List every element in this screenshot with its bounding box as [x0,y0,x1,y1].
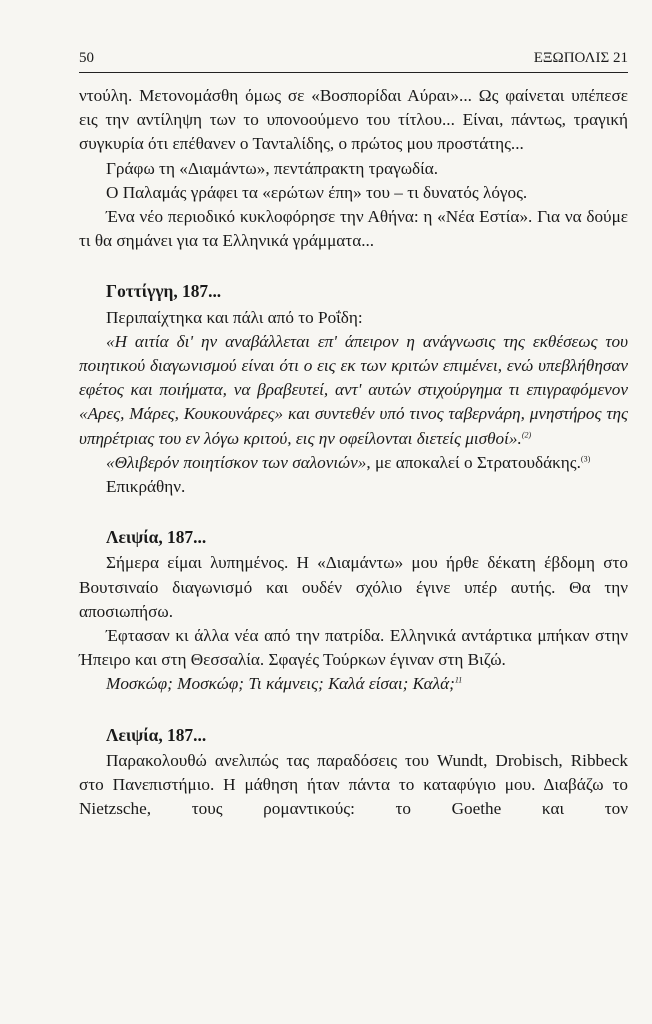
footnote-ref: (2) [521,429,532,439]
paragraph: Περιπαίχτηκα και πάλι από το Ροΐδη: [106,307,363,327]
paragraph: Επικράθην. [106,477,186,497]
paragraph: ντούλη. Μετονομάσθη όμως σε «Βοσπορίδαι Αύραι»... Ως φαίνεται υπέπεσε εις την αντίληψη των το υπονοούμενο του τίτλου... Είναι, πάντως, τραγική συγκυρία ότι επέθανεν ο Ταντaλίδης, ο πρώτος μου προστάτης... [79,86,628,154]
paragraph-text: , με αποκαλεί ο Στρατουδάκης. [366,452,581,472]
running-header [79,50,628,69]
paragraph: Ο Παλαμάς γράφει τα «ερώτων έπη» του – τι δυνατός λόγος. [106,182,528,202]
page-body [79,84,628,821]
footnote-ref: 11 [454,675,463,685]
quote-text: Μοσκώφ; Μοσκώφ; Τι κάμνεις; Καλά είσαι; Καλά; [106,674,455,694]
entry-heading: Γοττίγγη, 187... [106,281,222,302]
quote-paragraph [79,672,628,696]
paragraph: Γράφω τη «Διαμάντω», πεντάπρακτη τραγωδία. [106,158,439,178]
running-title: ΕΞΩΠΟΛΙΣ 21 [533,50,628,66]
header-rule [79,72,628,73]
paragraph: Έφτασαν κι άλλα νέα από την πατρίδα. Ελληνικά αντάρτικα μπήκαν στην Ήπειρο και στη Θεσσαλία. Σφαγές Τούρκων έγιναν στη Βιζώ. [79,626,628,670]
quote-text: «Η αιτία δι' ην αναβάλλεται επ' άπειρον η ανάγνωσις της εκθέσεως του ποιητικού διαγωνισμού είναι ότι ο εις εκ των κριτών επιμένει, ενώ υπεβλήθησαν εφέτος και ποιήματα, να βραβευτεί, αντ' αυτών στιχούργημα τι επιγραφόμενον «Αρες, Μάρες, Κουκουνάρες» και συντεθέν υπό τινος ταβερνάρη, μνηστήρος της υπηρέτριας του εν λόγω κριτού, εις ην οφείλονται διετείς μισθοί». [79,331,628,448]
paragraph: Σήμερα είμαι λυπημένος. Η «Διαμάντω» μου ήρθε δέκατη έβδομη στο Βουτσιναίο διαγωνισμό και ουδέν σχόλιο έγινε υπέρ αυτής. Θα την αποσιωπήσω. [79,553,628,621]
paragraph: Ένα νέο περιοδικό κυκλοφόρησε την Αθήνα: η «Νέα Εστία». Για να δούμε τι θα σημάνει για τα Ελληνικά γράμματα... [79,207,628,251]
quote-text: «Θλιβερόν ποιητίσκον των σαλονιών» [106,452,367,472]
entry-heading: Λειψία, 187... [106,724,207,745]
quote-paragraph [79,330,628,451]
footnote-ref: (3) [580,454,591,464]
entry-heading: Λειψία, 187... [106,527,207,548]
paragraph: Παρακολουθώ ανελιπώς τας παραδόσεις του Wundt, Drobisch, Ribbeck στο Πανεπιστήμιο. Η μάθηση ήταν πάντα το καταφύγιο μου. Διαβάζω το Nietzsche, τους ρομαντικούς: το Goethe και τον [79,750,628,819]
quote-paragraph [79,451,628,475]
page-number: 50 [79,50,94,66]
